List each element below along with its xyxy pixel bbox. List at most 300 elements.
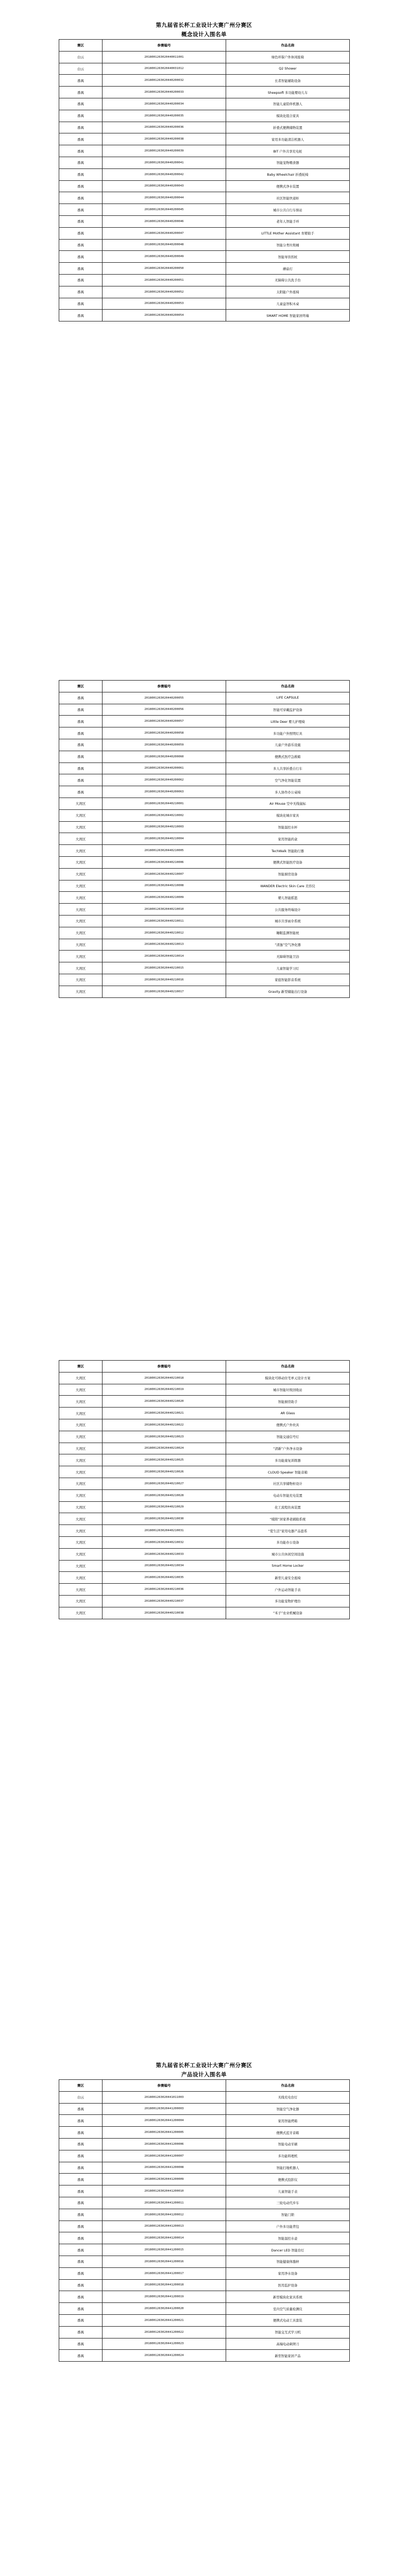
- cell-work-name: 无障碍智能卫浴: [226, 951, 350, 962]
- table-row: [59, 168, 350, 180]
- table-row: [59, 2091, 350, 2103]
- cell-work-name: 公共服务终端设计: [226, 904, 350, 916]
- column-header-work-name: 作品名称: [226, 2080, 350, 2092]
- cell-region: 番禺: [59, 122, 103, 133]
- cell-region: 番禺: [59, 762, 103, 774]
- cell-entry-no: 2018001263020441200013: [103, 2221, 226, 2232]
- cell-region: 番禺: [59, 2209, 103, 2221]
- column-header-entry-no: 参赛编号: [103, 1361, 226, 1372]
- cell-region: 番禺: [59, 310, 103, 321]
- document-page: [0, 2040, 408, 2576]
- cell-entry-no: 2018001263020441200023: [103, 2338, 226, 2350]
- cell-work-name: 无障碍公共洗手台: [226, 274, 350, 286]
- cell-region: 大湾区: [59, 1454, 103, 1466]
- table-row: [59, 2150, 350, 2162]
- cell-region: 大湾区: [59, 1560, 103, 1572]
- cell-entry-no: 2018001263020440200052: [103, 286, 226, 298]
- cell-region: 大湾区: [59, 962, 103, 974]
- table-row: [59, 904, 350, 916]
- cell-work-name: 智能电动牙刷: [226, 2138, 350, 2150]
- cell-region: 番禺: [59, 263, 103, 275]
- cell-entry-no: 2018001263020441200010: [103, 2185, 226, 2197]
- cell-work-name: 新型智能家居产品: [226, 2350, 350, 2362]
- table-row: [59, 962, 350, 974]
- cell-entry-no: 2018001263020440200061: [103, 762, 226, 774]
- cell-region: 番禺: [59, 2303, 103, 2315]
- cell-region: 番禺: [59, 2174, 103, 2185]
- cell-entry-no: 2018001263020440210006: [103, 856, 226, 868]
- cell-region: 大湾区: [59, 868, 103, 880]
- cell-region: 番禺: [59, 2221, 103, 2232]
- document-page: [0, 1360, 408, 2040]
- cell-entry-no: 2018001263020440210010: [103, 904, 226, 916]
- cell-region: 番禺: [59, 739, 103, 751]
- cell-work-name: 多人协作办公桌椅: [226, 786, 350, 798]
- table-row: [59, 774, 350, 786]
- table-header-row: [59, 40, 350, 52]
- cell-work-name: 便携式净水装置: [226, 180, 350, 192]
- cell-region: 白云: [59, 63, 103, 75]
- cell-region: 番禺: [59, 2115, 103, 2127]
- cell-work-name: Little Deer 婴儿护理椅: [226, 716, 350, 727]
- table-row: [59, 1572, 350, 1584]
- table-row: [59, 263, 350, 275]
- table-row: [59, 2244, 350, 2256]
- list-subtitle: 产品设计入围名单: [181, 2072, 227, 2078]
- cell-entry-no: 2018001263020441200004: [103, 2115, 226, 2127]
- table-header-row: [59, 2080, 350, 2092]
- table-row: [59, 786, 350, 798]
- cell-entry-no: 2018001263020440200034: [103, 98, 226, 110]
- cell-entry-no: 2018001263020440200042: [103, 168, 226, 180]
- list-block: [59, 680, 349, 998]
- cell-work-name: AR Glass: [226, 1408, 350, 1419]
- cell-work-name: “禾子”农业机械设备: [226, 1607, 350, 1619]
- cell-work-name: 城市智能垃圾回收站: [226, 1384, 350, 1396]
- cell-work-name: 高端电动剃须刀: [226, 2338, 350, 2350]
- table-row: [59, 2303, 350, 2315]
- table-row: [59, 1478, 350, 1489]
- cell-region: 大湾区: [59, 1443, 103, 1454]
- cell-work-name: 智能可穿戴监护设备: [226, 704, 350, 716]
- table-row: [59, 762, 350, 774]
- cell-work-name: 便携式投影仪: [226, 2174, 350, 2185]
- column-header-region: 赛区: [59, 2080, 103, 2092]
- cell-region: 番禺: [59, 786, 103, 798]
- cell-entry-no: 2018001263020440200055: [103, 692, 226, 704]
- cell-work-name: 无线充电台灯: [226, 2091, 350, 2103]
- table-row: [59, 739, 350, 751]
- column-header-region: 赛区: [59, 40, 103, 52]
- cell-region: 大湾区: [59, 1548, 103, 1560]
- cell-entry-no: 2018001263020440200033: [103, 87, 226, 98]
- table-row: [59, 133, 350, 145]
- table-row: [59, 2279, 350, 2291]
- cell-work-name: 便携式蓝牙音箱: [226, 2127, 350, 2139]
- cell-work-name: 城市公共休闲空间设施: [226, 1548, 350, 1560]
- cell-region: 大湾区: [59, 1501, 103, 1513]
- cell-work-name: 智能分类垃圾桶: [226, 239, 350, 251]
- table-row: [59, 821, 350, 833]
- table-row: [59, 915, 350, 927]
- cell-entry-no: 2018001263020440210009: [103, 892, 226, 904]
- cell-region: 番禺: [59, 774, 103, 786]
- cell-entry-no: 2018001263020440210022: [103, 1419, 226, 1431]
- cell-region: 番禺: [59, 227, 103, 239]
- cell-work-name: 儿童户外游乐设施: [226, 739, 350, 751]
- cell-region: 大湾区: [59, 1525, 103, 1537]
- cell-work-name: 长者智能辅助设备: [226, 75, 350, 87]
- cell-work-name: 智能空气净化器: [226, 2103, 350, 2115]
- cell-entry-no: 2018001263020441200008: [103, 2162, 226, 2174]
- cell-region: 大湾区: [59, 1466, 103, 1478]
- cell-region: 大湾区: [59, 809, 103, 821]
- cell-region: 大湾区: [59, 1584, 103, 1596]
- cell-region: 大湾区: [59, 1431, 103, 1443]
- table-row: [59, 1466, 350, 1478]
- cell-entry-no: 2018001263020440031012: [103, 63, 226, 75]
- cell-region: 番禺: [59, 215, 103, 227]
- cell-work-name: 老年人智能手环: [226, 215, 350, 227]
- table-row: [59, 192, 350, 204]
- table-row: [59, 716, 350, 727]
- list-subtitle: 概念设计入围名单: [181, 31, 227, 38]
- table-row: [59, 2103, 350, 2115]
- cell-work-name: 模块化可移动住宅单元设计方案: [226, 1372, 350, 1384]
- cell-work-name: TechWalk 智能助行器: [226, 845, 350, 857]
- cell-region: 番禺: [59, 2291, 103, 2303]
- cell-entry-no: 2018001263020440210037: [103, 1595, 226, 1607]
- table-row: [59, 798, 350, 809]
- cell-entry-no: 2018001263020441200012: [103, 2209, 226, 2221]
- table-row: [59, 51, 350, 63]
- cell-work-name: 智能门锁: [226, 2209, 350, 2221]
- table-row: [59, 1548, 350, 1560]
- cell-work-name: 家用智能烤箱: [226, 2115, 350, 2127]
- cell-work-name: 家庭智能影音系统: [226, 974, 350, 986]
- cell-entry-no: 2018001263020441200024: [103, 2350, 226, 2362]
- cell-entry-no: 2018001263020440200043: [103, 180, 226, 192]
- cell-region: 大湾区: [59, 1372, 103, 1384]
- cell-work-name: LITTLE Mother Assistant 育婴助手: [226, 227, 350, 239]
- cell-work-name: 多功能宠物护理台: [226, 1595, 350, 1607]
- cell-work-name: 智能儿童陪伴机器人: [226, 98, 350, 110]
- cell-entry-no: 2018001263020440200047: [103, 227, 226, 239]
- cell-region: 番禺: [59, 133, 103, 145]
- cell-work-name: 新型模块化家具系统: [226, 2291, 350, 2303]
- table-row: [59, 809, 350, 821]
- table-row: [59, 1536, 350, 1548]
- cell-entry-no: 2018001263020440200060: [103, 751, 226, 762]
- cell-region: 白云: [59, 51, 103, 63]
- cell-entry-no: 2018001263020440210012: [103, 927, 226, 939]
- cell-region: 番禺: [59, 98, 103, 110]
- cell-work-name: 儿童智能手表: [226, 2185, 350, 2197]
- cell-work-name: 智能温控水杯: [226, 821, 350, 833]
- cell-entry-no: 2018001263020440200035: [103, 110, 226, 122]
- cell-work-name: BIT 户外共享充电桩: [226, 145, 350, 157]
- table-row: [59, 845, 350, 857]
- cell-work-name: “清逸”空气净化器: [226, 939, 350, 951]
- cell-entry-no: 2018001263020440200063: [103, 786, 226, 798]
- cell-entry-no: 2018001263020440200051: [103, 274, 226, 286]
- cell-region: 番禺: [59, 157, 103, 168]
- cell-entry-no: 2018001263020440210020: [103, 1396, 226, 1408]
- cell-entry-no: 2018001263020441200019: [103, 2291, 226, 2303]
- column-header-work-name: 作品名称: [226, 681, 350, 692]
- cell-region: 大湾区: [59, 1607, 103, 1619]
- table-row: [59, 1396, 350, 1408]
- entries-table: [59, 2079, 350, 2362]
- table-row: [59, 239, 350, 251]
- column-header-region: 赛区: [59, 681, 103, 692]
- list-block: [59, 2061, 349, 2362]
- table-row: [59, 227, 350, 239]
- cell-entry-no: 2018001263020440210018: [103, 1372, 226, 1384]
- entries-table: [59, 1360, 350, 1619]
- table-row: [59, 1607, 350, 1619]
- document-title: 第九届省长杯工业设计大赛广州分赛区: [156, 2062, 252, 2069]
- table-row: [59, 2174, 350, 2185]
- cell-region: 番禺: [59, 2326, 103, 2338]
- cell-entry-no: 2018001263020441200006: [103, 2138, 226, 2150]
- table-row: [59, 298, 350, 310]
- table-row: [59, 310, 350, 321]
- cell-entry-no: 2018001263020440210029: [103, 1501, 226, 1513]
- cell-entry-no: 2018001263020440210019: [103, 1384, 226, 1396]
- table-row: [59, 1419, 350, 1431]
- entries-table: [59, 680, 350, 998]
- cell-entry-no: 2018001263020440200057: [103, 716, 226, 727]
- cell-region: 大湾区: [59, 1489, 103, 1501]
- table-row: [59, 892, 350, 904]
- cell-work-name: 多功能户外照明灯具: [226, 727, 350, 739]
- table-row: [59, 2185, 350, 2197]
- table-row: [59, 2221, 350, 2232]
- table-row: [59, 939, 350, 951]
- cell-work-name: “爱生活”家用电器产品套系: [226, 1525, 350, 1537]
- table-row: [59, 63, 350, 75]
- cell-region: 番禺: [59, 2162, 103, 2174]
- table-row: [59, 1443, 350, 1454]
- cell-entry-no: 2018001263020441200005: [103, 2127, 226, 2139]
- table-row: [59, 2209, 350, 2221]
- cell-region: 番禺: [59, 2127, 103, 2139]
- cell-entry-no: 2018001263020441200022: [103, 2326, 226, 2338]
- cell-region: 番禺: [59, 2256, 103, 2267]
- column-header-entry-no: 参赛编号: [103, 40, 226, 52]
- cell-entry-no: 2018001263020440210031: [103, 1525, 226, 1537]
- table-row: [59, 122, 350, 133]
- table-row: [59, 2115, 350, 2127]
- cell-entry-no: 2018001263020441200021: [103, 2314, 226, 2326]
- cell-work-name: 智能厨房设备: [226, 868, 350, 880]
- cell-work-name: Gravity 新型储能出行设备: [226, 986, 350, 997]
- cell-work-name: Air Mouse 空中无线鼠标: [226, 798, 350, 809]
- table-row: [59, 2267, 350, 2279]
- cell-work-name: 儿童智能学习灯: [226, 962, 350, 974]
- cell-entry-no: 2018001263020441011003: [103, 2091, 226, 2103]
- column-header-work-name: 作品名称: [226, 40, 350, 52]
- table-row: [59, 87, 350, 98]
- cell-region: 番禺: [59, 251, 103, 263]
- list-block: [59, 21, 349, 321]
- cell-work-name: 医用监护设备: [226, 2279, 350, 2291]
- cell-region: 番禺: [59, 2350, 103, 2362]
- cell-work-name: 便携式医疗急救箱: [226, 751, 350, 762]
- table-row: [59, 880, 350, 892]
- table-row: [59, 986, 350, 997]
- table-row: [59, 274, 350, 286]
- table-row: [59, 157, 350, 168]
- cell-work-name: “清新”户外净水设备: [226, 1443, 350, 1454]
- cell-region: 大湾区: [59, 1396, 103, 1408]
- cell-entry-no: 2018001263020441200017: [103, 2267, 226, 2279]
- cell-region: 番禺: [59, 2267, 103, 2279]
- cell-region: 番禺: [59, 110, 103, 122]
- cell-work-name: 家用多功能清洁机器人: [226, 133, 350, 145]
- cell-entry-no: 2018001263020440200054: [103, 310, 226, 321]
- cell-entry-no: 2018001263020440200039: [103, 145, 226, 157]
- cell-entry-no: 2018001263020440210003: [103, 821, 226, 833]
- cell-entry-no: 2018001263020440011001: [103, 51, 226, 63]
- cell-region: 番禺: [59, 2244, 103, 2256]
- table-row: [59, 1560, 350, 1572]
- cell-region: 大湾区: [59, 1536, 103, 1548]
- cell-work-name: 多功能康复训练器: [226, 1454, 350, 1466]
- table-row: [59, 692, 350, 704]
- cell-region: 大湾区: [59, 833, 103, 845]
- entries-table: [59, 39, 350, 321]
- cell-entry-no: 2018001263020440210033: [103, 1548, 226, 1560]
- table-row: [59, 110, 350, 122]
- cell-work-name: “暖阳”居家养老辅助系统: [226, 1513, 350, 1525]
- cell-entry-no: 2018001263020440200058: [103, 727, 226, 739]
- table-row: [59, 204, 350, 216]
- table-row: [59, 856, 350, 868]
- cell-entry-no: 2018001263020440200046: [103, 215, 226, 227]
- cell-entry-no: 2018001263020441200014: [103, 2232, 226, 2244]
- cell-work-name: 便携式户外炊具: [226, 1419, 350, 1431]
- table-row: [59, 251, 350, 263]
- cell-work-name: 模块化城市家具: [226, 809, 350, 821]
- table-row: [59, 2291, 350, 2303]
- column-header-entry-no: 参赛编号: [103, 2080, 226, 2092]
- cell-entry-no: 2018001263020440200049: [103, 251, 226, 263]
- cell-entry-no: 2018001263020440200045: [103, 204, 226, 216]
- cell-entry-no: 2018001263020441200011: [103, 2197, 226, 2209]
- cell-entry-no: 2018001263020440200036: [103, 122, 226, 133]
- cell-work-name: 户外运动智能手表: [226, 1584, 350, 1596]
- cell-entry-no: 2018001263020440200048: [103, 239, 226, 251]
- document-page: [0, 0, 408, 680]
- cell-region: 白云: [59, 2091, 103, 2103]
- cell-region: 大湾区: [59, 880, 103, 892]
- table-row: [59, 2314, 350, 2326]
- table-row: [59, 927, 350, 939]
- table-row: [59, 180, 350, 192]
- cell-region: 大湾区: [59, 951, 103, 962]
- cell-region: 大湾区: [59, 1572, 103, 1584]
- cell-work-name: 化工流程仿真装置: [226, 1501, 350, 1513]
- cell-work-name: 电动车智能充电装置: [226, 1489, 350, 1501]
- table-row: [59, 2350, 350, 2362]
- cell-entry-no: 2018001263020440200050: [103, 263, 226, 275]
- table-row: [59, 974, 350, 986]
- cell-work-name: 绿色环保户外休闲座椅: [226, 51, 350, 63]
- table-row: [59, 1584, 350, 1596]
- table-row: [59, 868, 350, 880]
- cell-work-name: 智能交通信号灯: [226, 1431, 350, 1443]
- cell-region: 大湾区: [59, 927, 103, 939]
- cell-entry-no: 2018001263020440210030: [103, 1513, 226, 1525]
- cell-work-name: 城市共享雨伞系统: [226, 915, 350, 927]
- cell-region: 大湾区: [59, 856, 103, 868]
- cell-work-name: 婴儿智能摇篮: [226, 892, 350, 904]
- cell-region: 番禺: [59, 2279, 103, 2291]
- table-header-row: [59, 681, 350, 692]
- table-row: [59, 1431, 350, 1443]
- cell-region: 大湾区: [59, 915, 103, 927]
- cell-region: 番禺: [59, 704, 103, 716]
- cell-region: 大湾区: [59, 1513, 103, 1525]
- document-page: [0, 680, 408, 1360]
- cell-entry-no: 2018001263020441200003: [103, 2103, 226, 2115]
- cell-region: 番禺: [59, 168, 103, 180]
- cell-region: 番禺: [59, 274, 103, 286]
- cell-region: 番禺: [59, 2138, 103, 2150]
- cell-region: 番禺: [59, 2232, 103, 2244]
- cell-work-name: 家用净水设备: [226, 2267, 350, 2279]
- cell-entry-no: 2018001263020441200015: [103, 2244, 226, 2256]
- cell-work-name: 城市公共自行车驿站: [226, 204, 350, 216]
- cell-work-name: 智能交互式学习机: [226, 2326, 350, 2338]
- table-row: [59, 1513, 350, 1525]
- cell-region: 番禺: [59, 87, 103, 98]
- cell-entry-no: 2018001263020440210017: [103, 986, 226, 997]
- cell-region: 番禺: [59, 239, 103, 251]
- table-row: [59, 704, 350, 716]
- cell-region: 番禺: [59, 2197, 103, 2209]
- cell-work-name: 智能健康体脂秤: [226, 2256, 350, 2267]
- cell-entry-no: 2018001263020440210032: [103, 1536, 226, 1548]
- cell-entry-no: 2018001263020440200041: [103, 157, 226, 168]
- table-row: [59, 1384, 350, 1396]
- cell-region: 大湾区: [59, 1408, 103, 1419]
- cell-entry-no: 2018001263020440210016: [103, 974, 226, 986]
- cell-work-name: 儿童益智积木桌: [226, 298, 350, 310]
- table-row: [59, 951, 350, 962]
- cell-work-name: Q2 Shower: [226, 63, 350, 75]
- cell-region: 大湾区: [59, 986, 103, 997]
- cell-entry-no: 2018001263020440210013: [103, 939, 226, 951]
- cell-work-name: 多功能料理机: [226, 2150, 350, 2162]
- cell-region: 番禺: [59, 145, 103, 157]
- cell-work-name: 折叠式便携储物装置: [226, 122, 350, 133]
- cell-work-name: 模块化组合家具: [226, 110, 350, 122]
- cell-entry-no: 2018001263020440210025: [103, 1454, 226, 1466]
- table-row: [59, 215, 350, 227]
- table-row: [59, 2256, 350, 2267]
- cell-region: 大湾区: [59, 1384, 103, 1396]
- cell-region: 大湾区: [59, 845, 103, 857]
- cell-entry-no: 2018001263020441200018: [103, 2279, 226, 2291]
- cell-entry-no: 2018001263020440210014: [103, 951, 226, 962]
- cell-work-name: 空气净化智能装置: [226, 774, 350, 786]
- cell-region: 大湾区: [59, 974, 103, 986]
- table-row: [59, 1501, 350, 1513]
- table-row: [59, 98, 350, 110]
